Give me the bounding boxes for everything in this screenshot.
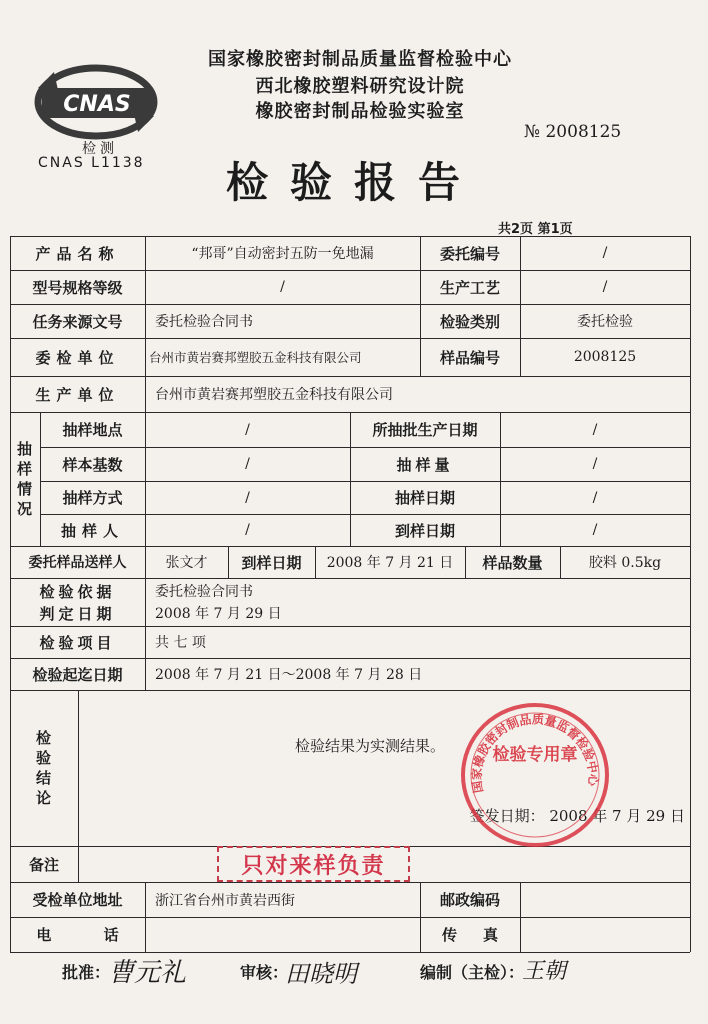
page-info: 共2页 第1页 bbox=[498, 222, 573, 237]
cnas-logo-text: CNAS bbox=[63, 92, 131, 117]
approve-signature: 曹元礼 bbox=[108, 958, 187, 988]
deliverer-value: 张文才 bbox=[165, 555, 208, 571]
sampling-place-label: 抽样地点 bbox=[62, 421, 123, 439]
process-label: 生产工艺 bbox=[439, 278, 500, 297]
address-value: 浙江省台州市黄岩西街 bbox=[155, 892, 295, 909]
report-number: № 2008125 bbox=[524, 122, 622, 142]
review-label: 审核： bbox=[240, 963, 289, 982]
sample-no-label: 样品编号 bbox=[439, 348, 500, 367]
sampler-label: 抽样人 bbox=[60, 521, 124, 540]
basis-label: 检验依据 bbox=[39, 582, 116, 601]
inspect-type-label: 检验类别 bbox=[439, 312, 500, 331]
seal-center-text: 检验专用章 bbox=[492, 745, 578, 765]
items-value: 共 七 项 bbox=[155, 635, 206, 651]
producer-value: 台州市黄岩赛邦塑胶五金科技有限公司 bbox=[155, 387, 393, 403]
sampler-value: / bbox=[245, 522, 250, 538]
sample-qty-value: / bbox=[592, 456, 598, 472]
basis-value: 委托检验合同书 bbox=[155, 584, 253, 600]
org-line-1: 国家橡胶密封制品质量监督检验中心 bbox=[208, 49, 512, 70]
inspect-type-value: 委托检验 bbox=[577, 314, 633, 330]
postcode-value bbox=[520, 882, 690, 917]
sampling-date-label: 抽样日期 bbox=[394, 489, 455, 507]
batch-date-label: 所抽批生产日期 bbox=[372, 421, 478, 439]
approve-label: 批准： bbox=[62, 963, 111, 982]
sample-qty-label: 抽样量 bbox=[396, 455, 454, 474]
sample-count-value: 胶料 0.5kg bbox=[588, 555, 662, 571]
remark-label: 备注 bbox=[28, 855, 59, 874]
items-label: 检验项目 bbox=[39, 633, 116, 652]
sample-base-label: 样本基数 bbox=[62, 455, 123, 474]
arrival-date2-value: 2008 年 7 月 21 日 bbox=[326, 555, 454, 571]
batch-date-value: / bbox=[592, 421, 598, 438]
product-name-label: 产品名称 bbox=[35, 244, 120, 263]
commission-no-label: 委托编号 bbox=[439, 244, 500, 263]
client-label: 委检单位 bbox=[35, 348, 120, 367]
arrival-date2-label: 到样日期 bbox=[241, 553, 302, 572]
sampling-date-value: / bbox=[592, 489, 598, 506]
org-line-3: 橡胶密封制品检验实验室 bbox=[255, 101, 465, 122]
org-line-2: 西北橡胶塑料研究设计院 bbox=[255, 76, 465, 97]
compile-label: 编制（主检）： bbox=[420, 963, 525, 982]
period-label: 检验起迄日期 bbox=[32, 665, 123, 684]
sample-base-value: / bbox=[245, 456, 250, 472]
deliverer-label: 委托样品送样人 bbox=[28, 555, 127, 571]
sampling-method-value: / bbox=[245, 489, 250, 506]
logo-subtitle-detection: 检测 bbox=[82, 141, 118, 157]
logo-cnas-number: CNAS L1138 bbox=[38, 155, 145, 171]
conclusion-text: 检验结果为实测结果。 bbox=[294, 736, 445, 755]
period-value: 2008 年 7 月 21 日～2008 年 7 月 28 日 bbox=[155, 667, 423, 683]
task-source-value: 委托检验合同书 bbox=[155, 314, 253, 330]
remark-stamp: 只对来样负责 bbox=[217, 846, 410, 882]
sample-no-value: 2008125 bbox=[573, 349, 637, 365]
seal-ring-text: 国家橡胶密封制品质量监督检验中心 bbox=[469, 712, 601, 794]
fax-value bbox=[520, 917, 690, 952]
sampling-group-label: 抽样情况 bbox=[17, 440, 33, 518]
report-title: 检验报告 bbox=[225, 158, 482, 207]
sampling-method-label: 抽样方式 bbox=[62, 489, 123, 507]
arrival-date-label: 到样日期 bbox=[394, 521, 455, 540]
inspection-seal bbox=[455, 700, 615, 850]
sampling-place-value: / bbox=[245, 421, 250, 438]
commission-no-value: / bbox=[602, 245, 608, 261]
phone-value bbox=[145, 917, 420, 952]
model-value: / bbox=[280, 279, 285, 295]
phone-label: 电 话 bbox=[36, 926, 119, 944]
judge-date-value: 2008 年 7 月 29 日 bbox=[155, 606, 282, 622]
task-source-label: 任务来源文号 bbox=[32, 312, 123, 331]
arrival-date-value: / bbox=[592, 522, 598, 538]
client-value: 台州市黄岩赛邦塑胶五金科技有限公司 bbox=[149, 350, 362, 365]
model-label: 型号规格等级 bbox=[32, 278, 123, 297]
issue-date: 签发日期： 2008 年 7 月 29 日 bbox=[469, 806, 685, 825]
address-label: 受检单位地址 bbox=[32, 891, 123, 909]
sample-count-label: 样品数量 bbox=[482, 553, 543, 572]
conclusion-label: 检验结论 bbox=[36, 729, 52, 807]
producer-label: 生产单位 bbox=[35, 385, 120, 404]
process-value: / bbox=[602, 279, 608, 295]
compile-signature: 王朝 bbox=[522, 959, 567, 984]
judge-date-label: 判定日期 bbox=[39, 604, 116, 623]
product-name-value: “邦哥”自动密封五防一免地漏 bbox=[191, 246, 374, 262]
review-signature: 田晓明 bbox=[285, 960, 357, 988]
fax-label: 传 真 bbox=[441, 926, 499, 944]
postcode-label: 邮政编码 bbox=[439, 891, 500, 909]
